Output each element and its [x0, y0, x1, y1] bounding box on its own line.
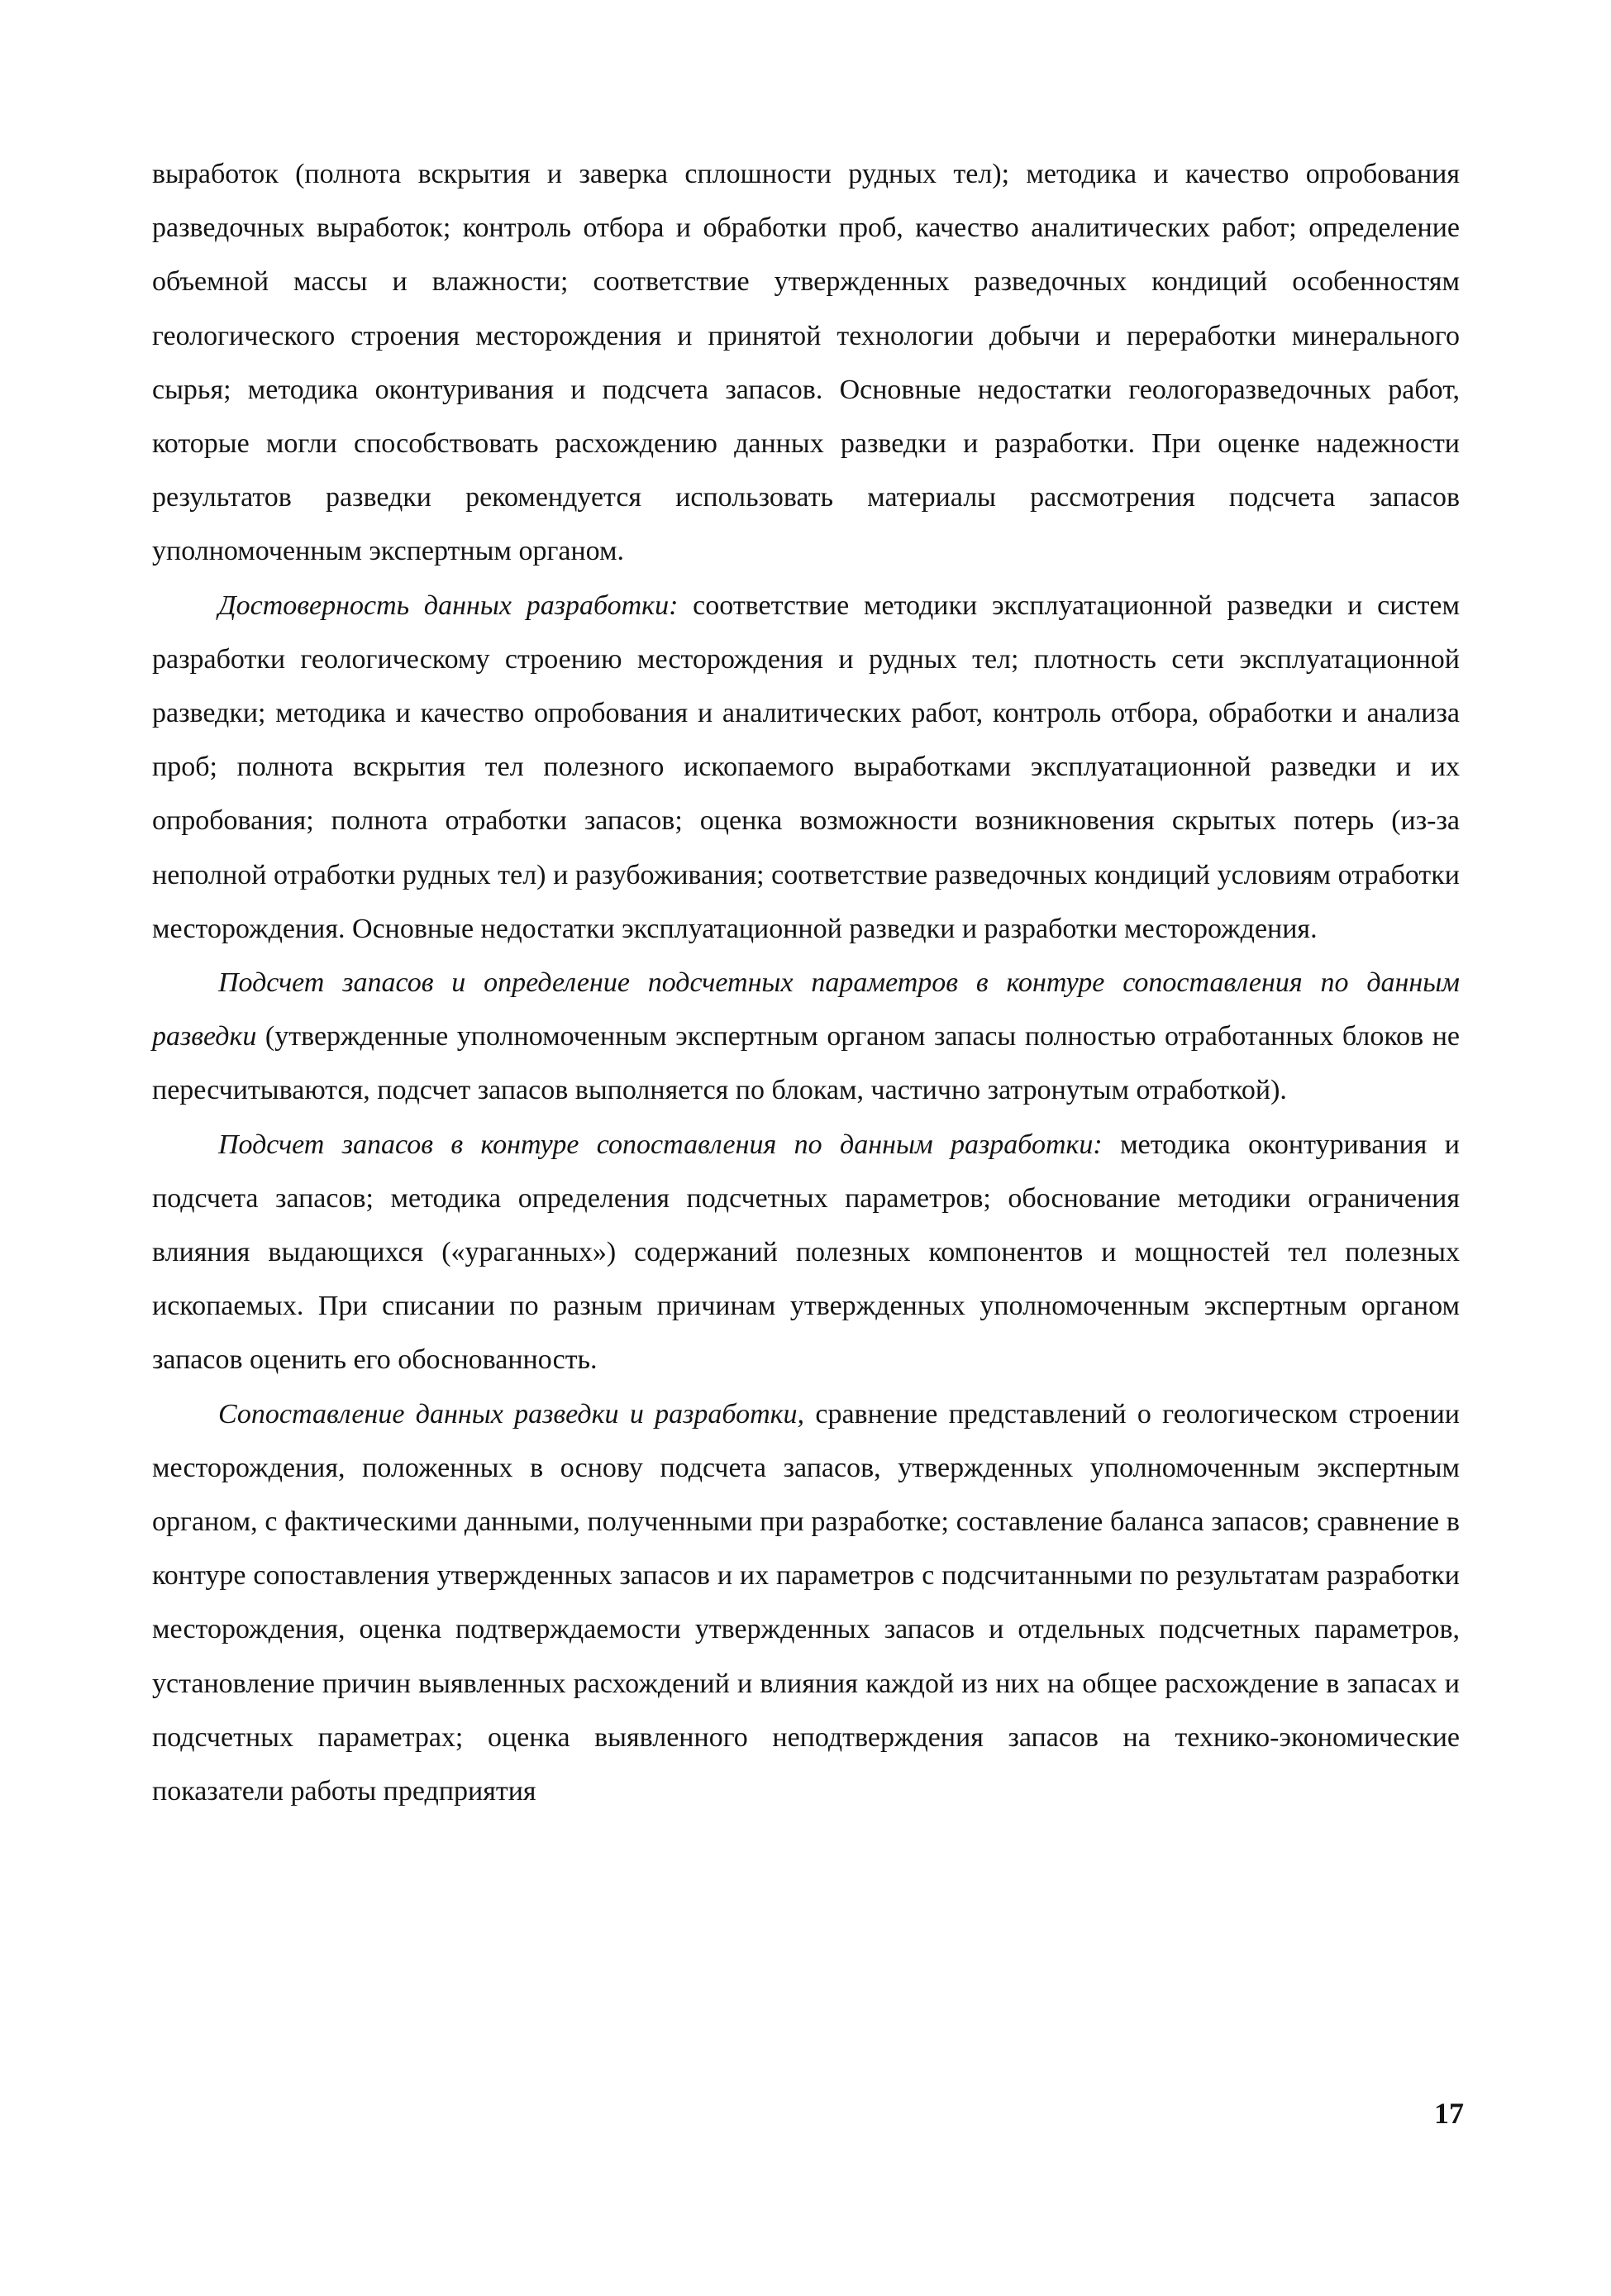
paragraph-heading: Достоверность данных разработки: [218, 590, 679, 621]
page-number: 17 [1434, 2097, 1464, 2130]
paragraph-reserves-by-development [152, 1118, 1460, 1387]
paragraph-text: методика оконтуривания и подсчета запасов; методика определения подсчетных параметров; обоснование методики ограничения влияния выдающихся («ураганных») содержаний полезных компонентов и мощностей тел полезных ископаемых. При списании по разным причинам утвержденных уполномоченным экспертным органом запасов оценить его обоснованность. [152, 1129, 1460, 1376]
paragraph-text: выработок (полнота вскрытия и заверка сплошности рудных тел); методика и качество опробования разведочных выработок; контроль отбора и обработки проб, качество аналитических работ; определение объемной массы и влажности; соответствие утвержденных разведочных кондиций особенностям геологического строения месторождения и принятой технологии добычи и переработки минерального сырья; методика оконтуривания и подсчета запасов. Основные недостатки геологоразведочных работ, которые могли способствовать расхождению данных разведки и разработки. При оценке надежности результатов разведки рекомендуется использовать материалы рассмотрения подсчета запасов уполномоченным экспертным органом. [152, 159, 1460, 567]
paragraph-reserves-by-exploration [152, 956, 1460, 1118]
paragraph-heading: Подсчет запасов и определение подсчетных параметров в контуре сопоставления по данным разведки [152, 967, 1460, 1053]
paragraph-text: сравнение представлений о геологическом строении месторождения, положенных в основу подсчета запасов, утвержденных уполномоченным экспертным органом, с фактическими данными, полученными при разработке; составление баланса запасов; сравнение в контуре сопоставления утвержденных запасов и их параметров с подсчитанными по результатам разработки месторождения, оценка подтверждаемости утвержденных запасов и отдельных подсчетных параметров, установление причин выявленных расхождений и влияния каждой из них на общее расхождение в запасах и подсчетных параметрах; оценка выявленного неподтверждения запасов на технико-экономические показатели работы предприятия [152, 1398, 1460, 1807]
paragraph-heading: Подсчет запасов в контуре сопоставления по данным разработки: [218, 1129, 1103, 1160]
paragraph-text: (утвержденные уполномоченным экспертным органом запасы полностью отработанных блоков не пересчитываются, подсчет запасов выполняется по блокам, частично затронутым отработкой). [152, 1021, 1460, 1106]
paragraph-text: соответствие методики эксплуатационной разведки и систем разработки геологическому строению месторождения и рудных тел; плотность сети эксплуатационной разведки; методика и качество опробования и аналитических работ, контроль отбора, обработки и анализа проб; полнота вскрытия тел полезного ископаемого выработками эксплуатационной разведки и их опробования; полнота отработки запасов; оценка возможности возникновения скрытых потерь (из-за неполной отработки рудных тел) и разубоживания; соответствие разведочных кондиций условиям отработки месторождения. Основные недостатки эксплуатационной разведки и разработки месторождения. [152, 590, 1460, 944]
body-text [152, 147, 1460, 1818]
paragraph-development-reliability [152, 579, 1460, 956]
paragraph-heading: Сопоставление данных разведки и разработки, [218, 1398, 805, 1430]
paragraph-exploration-continuation [152, 147, 1460, 579]
paragraph-comparison [152, 1387, 1460, 1819]
